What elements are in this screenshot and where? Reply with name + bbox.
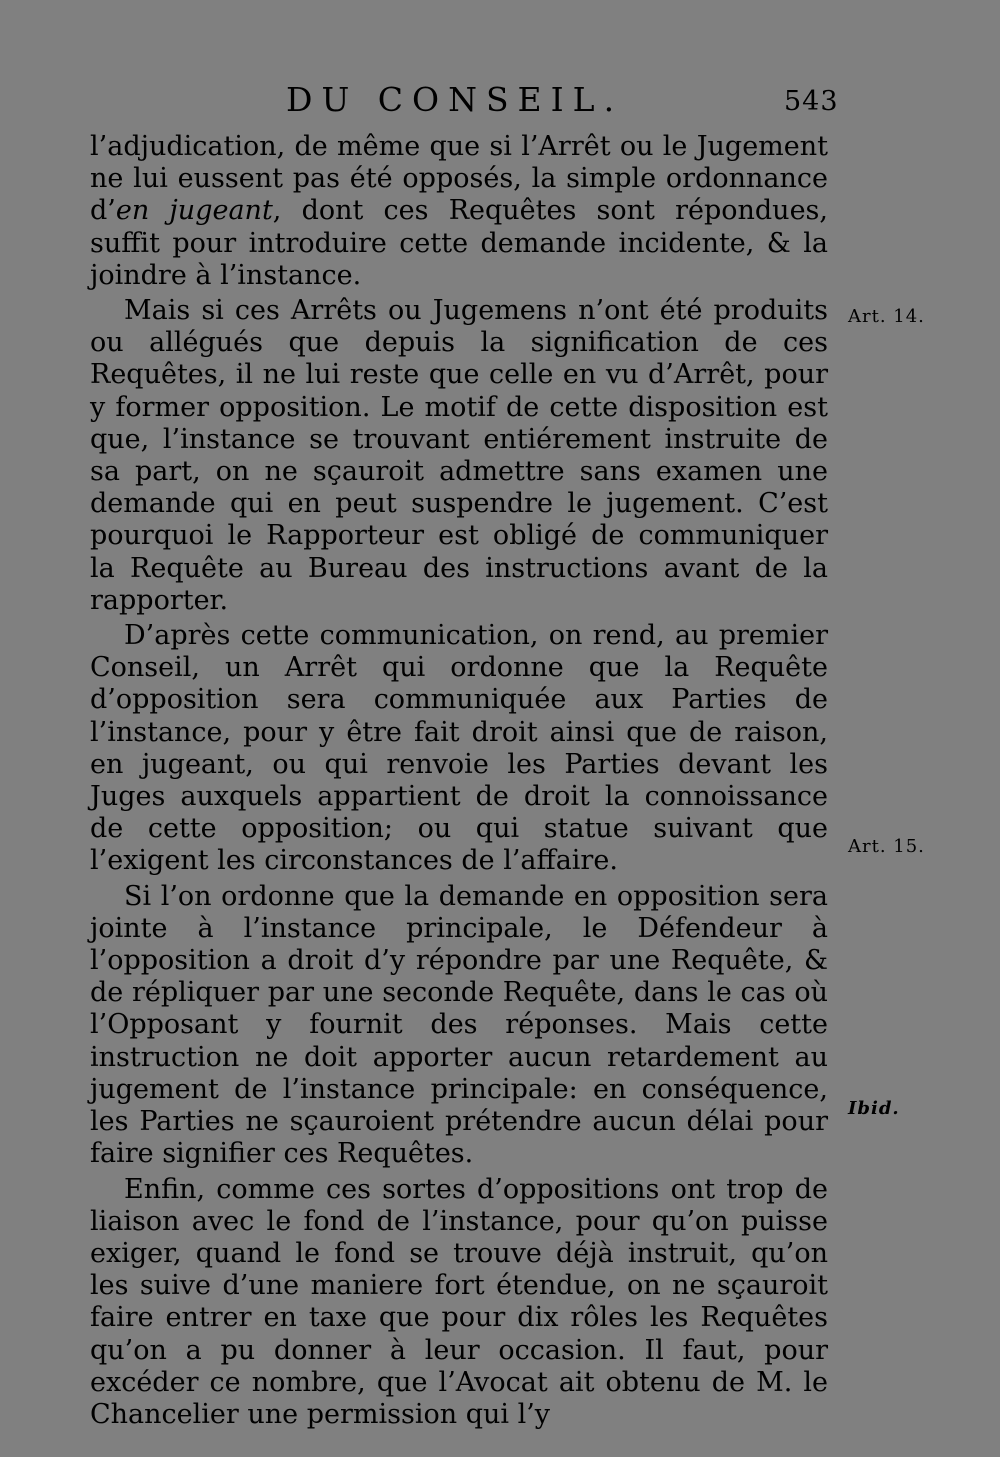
paragraph-4: Si l’on ordonne que la demande en opposition sera jointe à l’instance principale, le Défendeur à l’opposition a droit d’y répondre par une Requête, & de répliquer par une seconde Requête, dans le cas où l’Opposant y fournit des réponses. Mais cette instruction ne doit apporter aucun retardement au jugement de l’instance principale: en conséquence, les Parties ne sçauroient prétendre aucun délai pour faire signifier ces Requêtes. <box>90 880 828 1170</box>
paragraph-5: Enfin, comme ces sortes d’oppositions ont trop de liaison avec le fond de l’instance, pour qu’on puisse exiger, quand le fond se trouve déjà instruit, qu’on les suive d’une maniere fort étendue, on ne sçauroit faire entrer en taxe que pour dix rôles les Requêtes qu’on a pu donner à leur occasion. Il faut, pour excéder ce nombre, que l’Avocat ait obtenu de M. le Chancelier une permission qui l’y <box>90 1173 828 1430</box>
body-text <box>90 131 828 1434</box>
paragraph-1-before: l’adjudication, de même que si l’Arrêt ou le Jugement ne lui eussent pas été opposés, la simple ordonnance d’ <box>90 131 828 227</box>
paragraph-1 <box>90 131 828 292</box>
paragraph-3: D’après cette communication, on rend, au premier Conseil, un Arrêt qui ordonne que la Requête d’opposition sera communiquée aux Parties de l’instance, pour y être fait droit ainsi que de raison, en jugeant, ou qui renvoie les Parties devant les Juges auxquels appartient de droit la connoissance de cette opposition; ou qui statue suivant que l’exigent les circonstances de l’affaire. <box>90 620 828 877</box>
margin-note-art-14: Art. 14. <box>848 306 925 327</box>
paragraph-1-after: , dont ces Requêtes sont répondues, suffit pour introduire cette demande incidente, & la joindre à l’instance. <box>90 195 828 291</box>
running-title: DU CONSEIL. <box>286 80 624 119</box>
margin-note-ibid: Ibid. <box>848 1098 900 1119</box>
margin-note-art-15: Art. 15. <box>848 836 925 857</box>
running-header <box>0 80 1000 130</box>
page-number: 543 <box>784 86 839 117</box>
paragraph-2: Mais si ces Arrêts ou Jugemens n’ont été produits ou allégués que depuis la signification de ces Requêtes, il ne lui reste que celle en vu d’Arrêt, pour y former opposition. Le motif de cette disposition est que, l’instance se trouvant entiérement instruite de sa part, on ne sçauroit admettre sans examen une demande qui en peut suspendre le jugement. C’est pourquoi le Rapporteur est obligé de communiquer la Requête au Bureau des instructions avant de la rapporter. <box>90 295 828 616</box>
paragraph-1-italic: en jugeant <box>115 195 273 227</box>
